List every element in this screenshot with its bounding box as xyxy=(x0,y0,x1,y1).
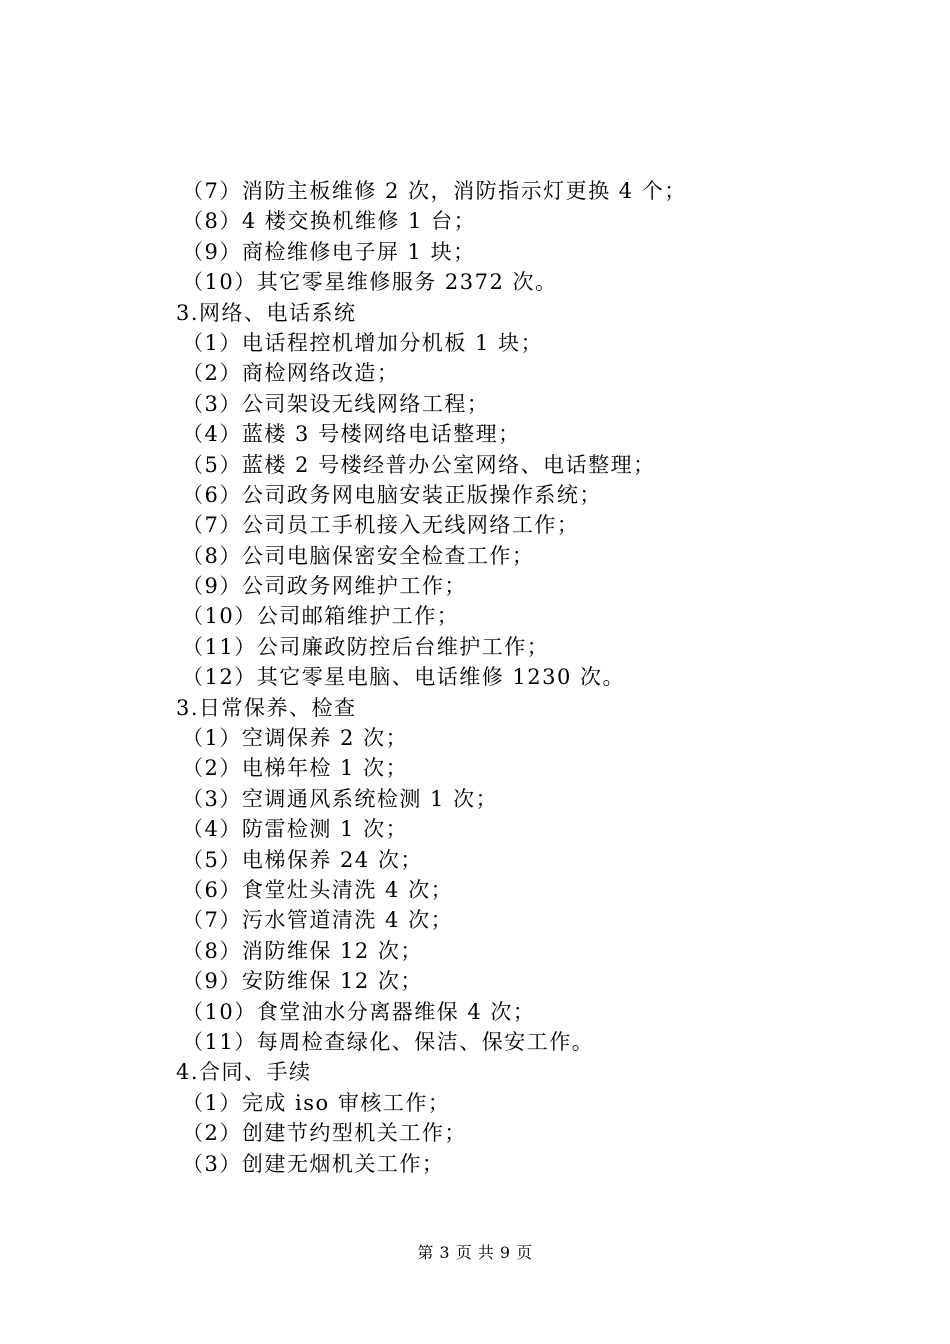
list-item: （9）商检维修电子屏 1 块； xyxy=(182,239,476,264)
list-item: （5）蓝楼 2 号楼经普办公室网络、电话整理； xyxy=(182,452,656,477)
list-item: （5）电梯保养 24 次； xyxy=(182,847,423,872)
list-item: （3）公司架设无线网络工程； xyxy=(182,391,490,416)
document-body xyxy=(176,176,896,1179)
list-item: （6）公司政务网电脑安装正版操作系统； xyxy=(182,482,602,507)
list-item: （6）食堂灶头清洗 4 次； xyxy=(182,877,454,902)
list-item: （2）商检网络改造； xyxy=(182,361,400,386)
list-item: （9）安防维保 12 次； xyxy=(182,969,423,994)
list-item: （12）其它零星电脑、电话维修 1230 次。 xyxy=(182,665,626,690)
list-item: （2）创建节约型机关工作； xyxy=(182,1121,467,1146)
list-item: （10）公司邮箱维护工作； xyxy=(182,604,460,629)
section-heading: 3.网络、电话系统 xyxy=(176,300,357,325)
list-item: （3）创建无烟机关工作； xyxy=(182,1151,445,1176)
list-item: （3）空调通风系统检测 1 次； xyxy=(182,786,499,811)
list-item: （7）公司员工手机接入无线网络工作； xyxy=(182,513,580,538)
list-item: （9）公司政务网维护工作； xyxy=(182,574,467,599)
list-item: （1）空调保养 2 次； xyxy=(182,726,409,751)
section-heading: 3.日常保养、检查 xyxy=(176,695,357,720)
list-item: （1）完成 iso 审核工作； xyxy=(182,1090,451,1115)
section-heading: 4.合同、手续 xyxy=(176,1060,312,1085)
list-item: （4）蓝楼 3 号楼网络电话整理； xyxy=(182,422,521,447)
list-item: （8）公司电脑保密安全检查工作； xyxy=(182,543,535,568)
list-item: （11）每周检查绿化、保洁、保安工作。 xyxy=(182,1029,595,1054)
list-item: （8）消防维保 12 次； xyxy=(182,938,423,963)
list-item: （7）消防主板维修 2 次，消防指示灯更换 4 个； xyxy=(182,179,687,203)
list-item: （8）4 楼交换机维修 1 台； xyxy=(182,209,477,234)
list-item: （2）电梯年检 1 次； xyxy=(182,756,409,781)
list-item: （1）电话程控机增加分机板 1 块； xyxy=(182,330,544,355)
list-item: （4）防雷检测 1 次； xyxy=(182,817,409,842)
list-item: （10）食堂油水分离器维保 4 次； xyxy=(182,999,536,1024)
list-item: （10）其它零星维修服务 2372 次。 xyxy=(182,270,558,295)
list-item: （11）公司廉政防控后台维护工作； xyxy=(182,634,550,659)
page-footer: 第 3 页 共 9 页 xyxy=(417,1243,533,1262)
list-item: （7）污水管道清洗 4 次； xyxy=(182,908,454,933)
